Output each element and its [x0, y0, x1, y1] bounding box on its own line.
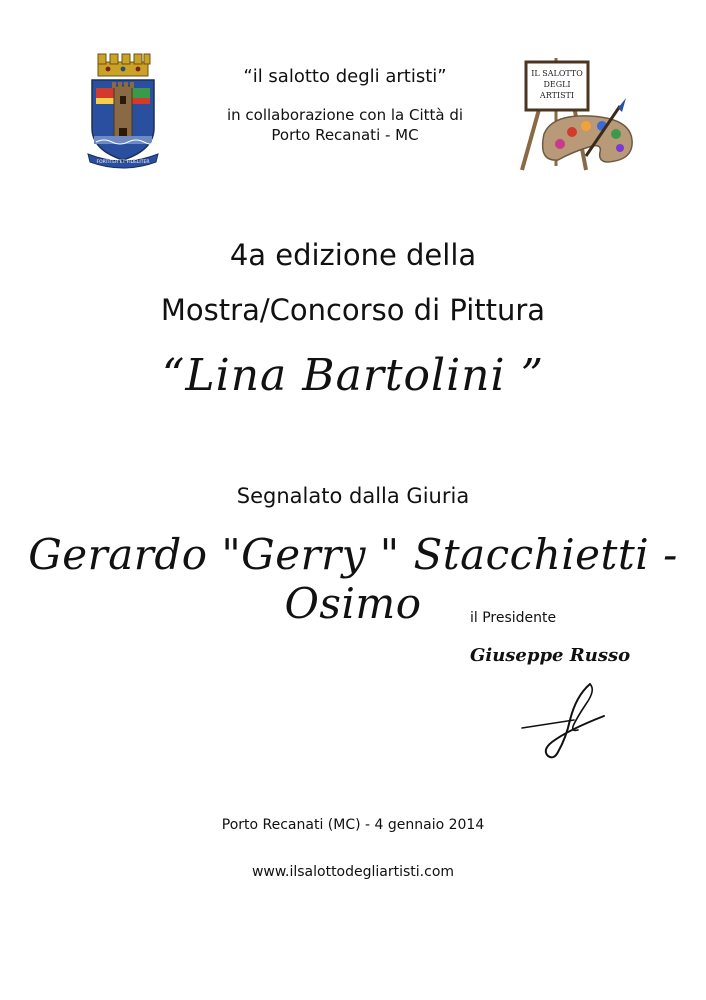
easel-text-line-1: IL SALOTTO [531, 69, 583, 78]
coat-of-arms-logo [86, 50, 160, 170]
organization-name: “il salotto degli artisti” [243, 66, 447, 87]
coat-of-arms-motto: FORTITER ET FIDELITER [96, 160, 150, 165]
website-url: www.ilsalottodegliartisti.com [251, 864, 455, 880]
edition-title: 4a edizione della [229, 238, 477, 272]
collaboration-line-2: Porto Recanati - MC [271, 126, 419, 144]
award-label: Segnalato dalla Giuria [236, 484, 470, 508]
easel-text-line-2: DEGLI [543, 80, 571, 89]
place-and-date: Porto Recanati (MC) - 4 gennaio 2014 [221, 817, 485, 833]
president-name: Giuseppe Russo [470, 645, 631, 666]
easel-palette-logo [512, 56, 642, 174]
handwritten-signature [518, 680, 608, 764]
contest-title: Mostra/Concorso di Pittura [160, 293, 546, 327]
collaboration-line-1: in collaborazione con la Città di [226, 106, 464, 124]
easel-text-line-3: ARTISTI [539, 91, 575, 100]
winner-name: Gerardo "Gerry " Stacchietti - Osimo [28, 530, 678, 628]
prize-name: “Lina Bartolini ” [161, 350, 545, 401]
president-role-label: il Presidente [470, 610, 557, 626]
